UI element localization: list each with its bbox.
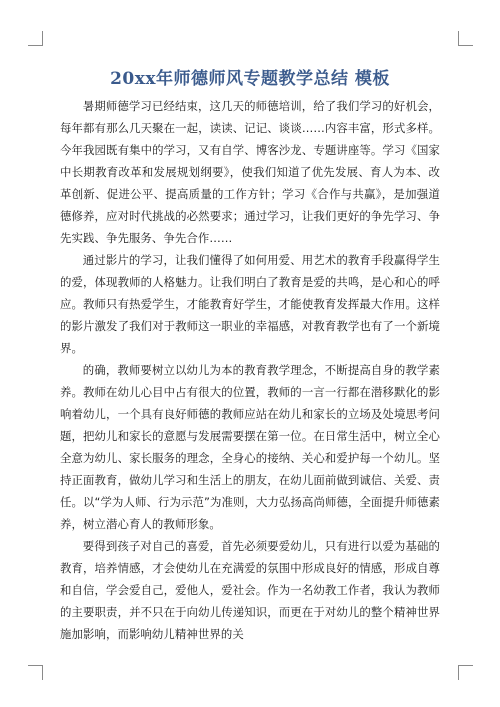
paragraph-2: 通过影片的学习，让我们懂得了如何用爱、用艺术的教育手段赢得学生的爱，体现教师的人格魅力。让我们明白了教育是爱的共鸣，是心和心的呼应。教师只有热爱学生，才能教育好学生，才能使教育发挥最大作用。这样的影片激发了我们对于教师这一职业的幸福感，对教育教学也有了一个新境界。	[60, 253, 440, 355]
document-title: 20xx年师德师风专题教学总结 模板	[110, 69, 390, 89]
crop-mark-bottom-right	[458, 665, 473, 680]
paragraph-1: 暑期师德学习已经结束，这几天的师德培训，给了我们学习的好机会，每年都有那么几天聚在一起，读读、记记、谈谈……内容丰富，形式多样。今年我园既有集中的学习，又有自学、博客沙龙、专题讲座等。学习《国家中长期教育改革和发展规划纲要》，使我们知道了优先发展、育人为本、改革创新、促进公平、提高质量的工作方针；学习《合作与共赢》，是加强道德修养，应对时代挑战的必然要求；通过学习，让我们更好的争先学习、争先实践、争先服务、争先合作……	[60, 99, 440, 245]
crop-mark-top-left	[28, 31, 43, 46]
paragraph-4: 要得到孩子对自己的喜爱，首先必须要爱幼儿，只有进行以爱为基础的教育，培养情感，才会使幼儿在充满爱的氛围中形成良好的情感，形成自尊和自信，学会爱自己，爱他人，爱社会。作为一名幼教工作者，我认为教师的主要职责，并不只在于向幼儿传递知识，而更在于对幼儿的整个精神世界施加影响，而影响幼儿精神世界的关	[60, 539, 440, 641]
paragraph-3: 的确，教师要树立以幼儿为本的教育教学理念，不断提高自身的教学素养。教师在幼儿心目中占有很大的位置，教师的一言一行都在潜移默化的影响着幼儿，一个具有良好师德的教师应站在幼儿和家长的立场及处境思考问题，把幼儿和家长的意愿与发展需要摆在第一位。在日常生活中，树立全心全意为幼儿、家长服务的理念，全身心的接纳、关心和爱护每一个幼儿。坚持正面教育，做幼儿学习和生活上的朋友，在幼儿面前做到诚信、关爱、责任。以“学为人师、行为示范”为准则，大力弘扬高尚师德，全面提升师德素养，树立潜心育人的教师形象。	[60, 363, 440, 531]
crop-mark-top-right	[458, 31, 473, 46]
crop-mark-bottom-left	[28, 665, 43, 680]
document-body	[60, 95, 440, 645]
